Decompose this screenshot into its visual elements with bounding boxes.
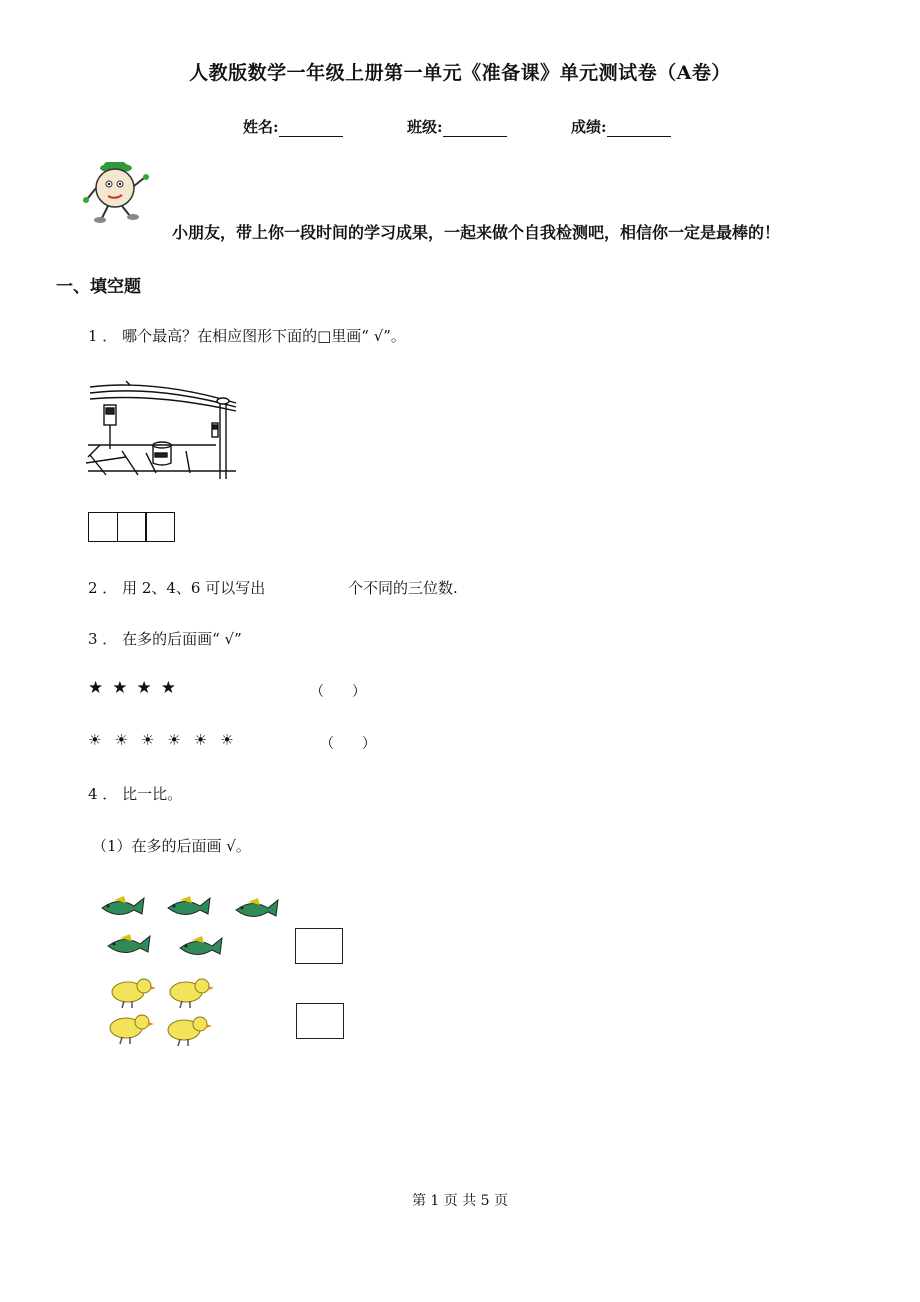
name-field [243,116,343,137]
question-1: 1 ． 哪个最高？在相应图形下面的□里画“ √”。 [88,327,406,345]
sun-row: ☀☀☀☀☀☀ [88,731,247,749]
page-footer: 第 1 页 共 5 页 [411,1193,509,1209]
score-label: 成绩: [571,118,607,136]
duck-group-image [104,972,222,1052]
section-fill-blank: 一、填空题 [56,277,141,297]
page-title: 人教版数学一年级上册第一单元《准备课》单元测试卷（A卷） [189,62,731,84]
class-label: 班级: [407,118,443,136]
question-2-text-end: 个不同的三位数. [348,579,458,597]
answer-box-3[interactable] [145,512,175,542]
question-3: 3 ． 在多的后面画“ √” [88,630,242,648]
question-4: 4 ． 比一比。 [88,785,183,803]
question-2-text: 2 ． 用 2、4、6 可以写出 [88,579,266,597]
answer-paren-suns[interactable]: （ ） [320,736,376,752]
class-blank[interactable] [443,121,507,137]
score-field [571,116,671,137]
answer-box-duck[interactable] [296,1003,344,1039]
class-field [407,116,507,137]
intro-text: 小朋友，带上你一段时间的学习成果，一起来做个自我检测吧，相信你一定是最棒的！ [172,223,781,242]
mascot-image [80,158,160,228]
fish-group-image [96,886,286,966]
question-4-sub-1: （1）在多的后面画 √。 [92,837,251,855]
score-blank[interactable] [607,121,671,137]
answer-box-fish[interactable] [295,928,343,964]
answer-paren-stars[interactable]: （ ） [310,684,366,700]
answer-box-1[interactable] [88,512,118,542]
name-blank[interactable] [279,121,343,137]
name-label: 姓名: [243,118,279,136]
answer-boxes-q1 [88,512,174,542]
street-scene-image [86,375,242,483]
answer-box-2[interactable] [117,512,147,542]
star-row: ★★★★ [88,678,185,698]
